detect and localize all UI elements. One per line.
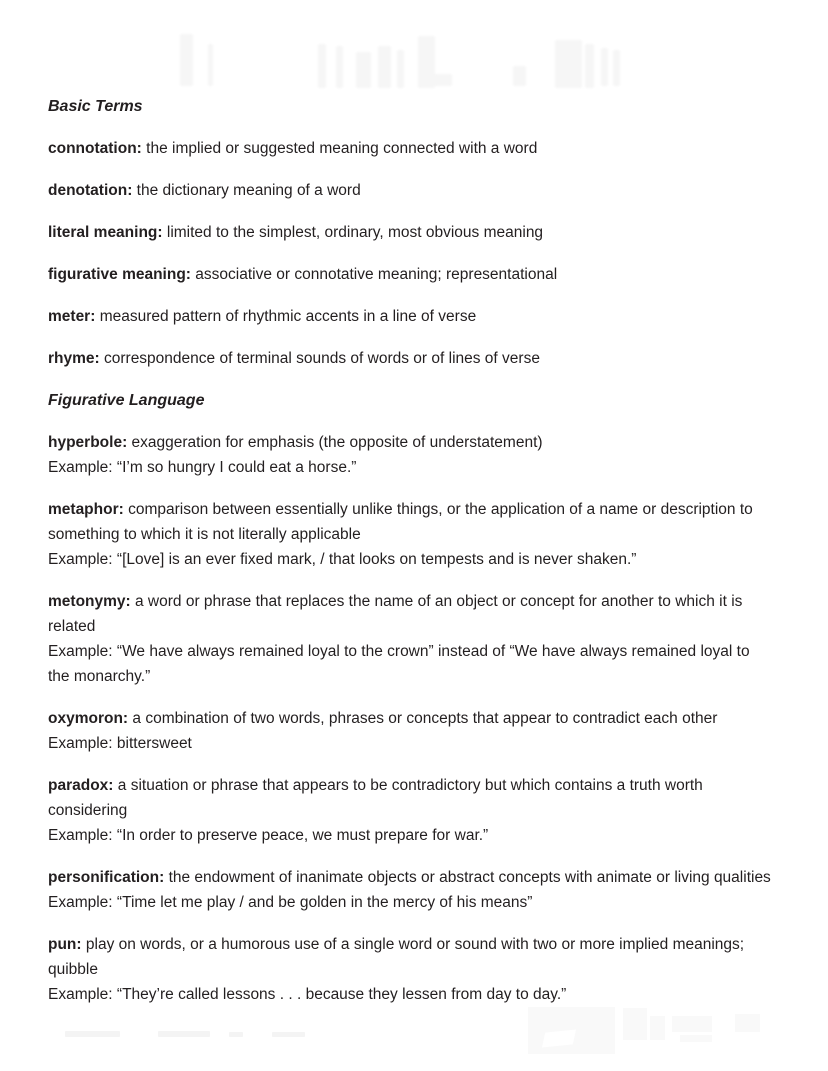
term-label: hyperbole: <box>48 434 128 451</box>
term-definition: the endowment of inanimate objects or abstract concepts with animate or living qualities <box>164 869 771 886</box>
term-label: metonymy: <box>48 593 131 610</box>
glossary-entry <box>48 430 771 480</box>
term-label: oxymoron: <box>48 710 129 727</box>
term-example: Example: “[Love] is an ever fixed mark, / that looks on tempests and is never shaken.” <box>48 551 637 568</box>
glossary-entry <box>48 136 771 161</box>
glossary-content <box>48 94 771 1024</box>
term-definition: exaggeration for emphasis (the opposite of understatement) <box>127 434 543 451</box>
term-label: figurative meaning: <box>48 266 191 283</box>
glossary-entry <box>48 178 771 203</box>
glossary-entry <box>48 220 771 245</box>
term-example: Example: “In order to preserve peace, we must prepare for war.” <box>48 827 489 844</box>
glossary-entry <box>48 773 771 848</box>
term-example: Example: “They’re called lessons . . . because they lessen from day to day.” <box>48 986 567 1003</box>
term-label: paradox: <box>48 777 114 794</box>
glossary-entry <box>48 497 771 572</box>
section-heading: Basic Terms <box>48 98 143 115</box>
term-definition: limited to the simplest, ordinary, most obvious meaning <box>162 224 544 241</box>
term-example: Example: “I’m so hungry I could eat a horse.” <box>48 459 357 476</box>
term-definition: associative or connotative meaning; representational <box>190 266 558 283</box>
term-definition: the dictionary meaning of a word <box>132 182 361 199</box>
glossary-entry <box>48 706 771 756</box>
glossary-entry <box>48 932 771 1007</box>
term-label: literal meaning: <box>48 224 163 241</box>
glossary-entry <box>48 304 771 329</box>
term-example: Example: “We have always remained loyal to the crown” instead of “We have always remained loyal to the monarchy.” <box>48 643 750 685</box>
term-definition: correspondence of terminal sounds of words or of lines of verse <box>99 350 540 367</box>
glossary-entry <box>48 589 771 689</box>
term-definition: measured pattern of rhythmic accents in a line of verse <box>95 308 477 325</box>
glossary-entry <box>48 346 771 371</box>
term-label: pun: <box>48 936 82 953</box>
term-example: Example: “Time let me play / and be golden in the mercy of his means” <box>48 894 533 911</box>
term-definition: play on words, or a humorous use of a single word or sound with two or more implied meanings; quibble <box>48 936 745 978</box>
faded-page-title-artifact <box>180 30 640 90</box>
term-label: denotation: <box>48 182 133 199</box>
term-definition: a situation or phrase that appears to be contradictory but which contains a truth worth considering <box>48 777 703 819</box>
term-label: metaphor: <box>48 501 124 518</box>
section-heading: Figurative Language <box>48 392 205 409</box>
glossary-entry <box>48 262 771 287</box>
term-definition: a word or phrase that replaces the name of an object or concept for another to which it is related <box>48 593 743 635</box>
term-label: meter: <box>48 308 96 325</box>
term-example: Example: bittersweet <box>48 735 192 752</box>
glossary-entry <box>48 865 771 915</box>
term-label: connotation: <box>48 140 142 157</box>
term-label: rhyme: <box>48 350 100 367</box>
term-definition: a combination of two words, phrases or concepts that appear to contradict each other <box>128 710 718 727</box>
term-definition: comparison between essentially unlike things, or the application of a name or description to something to which it is not literally applicable <box>48 501 753 543</box>
term-definition: the implied or suggested meaning connected with a word <box>141 140 538 157</box>
term-label: personification: <box>48 869 165 886</box>
